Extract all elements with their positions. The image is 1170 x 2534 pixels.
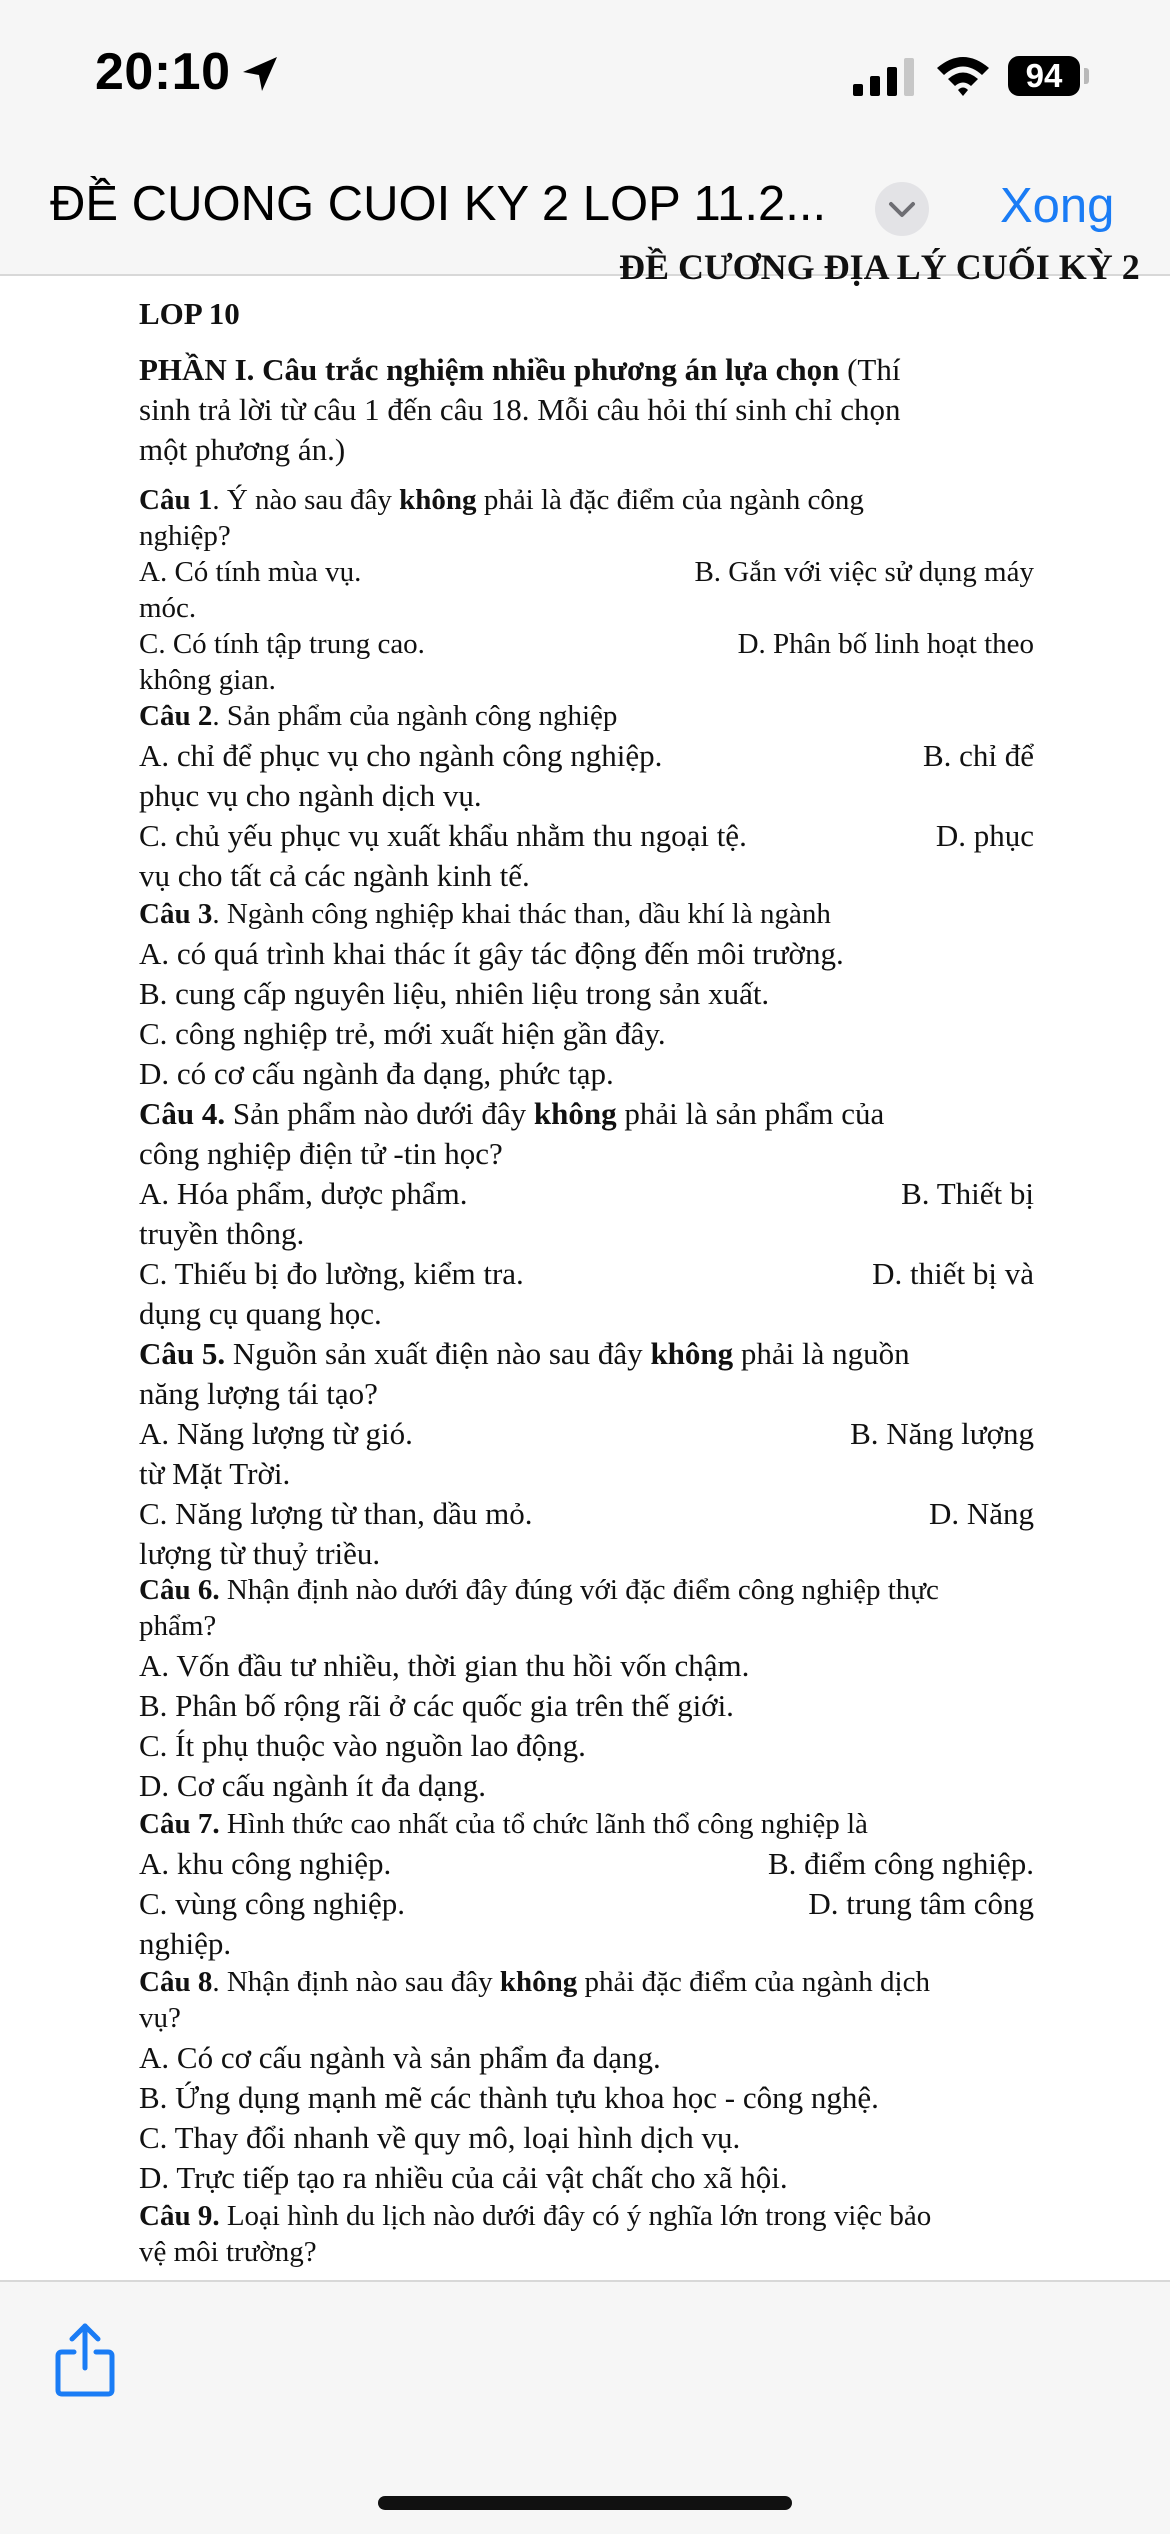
q1-option-a: A. Có tính mùa vụ. [139, 556, 362, 588]
q4-options-cd [139, 1256, 1034, 1292]
q1-stem-cont: nghiệp? [139, 520, 231, 552]
q8-stem: Câu 8. Nhận định nào sau đây không phải đặc điểm của ngành dịch [139, 1966, 930, 1998]
q6-option-a: A. Vốn đầu tư nhiều, thời gian thu hồi vốn chậm. [139, 1648, 750, 1683]
q7-options-ab [139, 1846, 1034, 1882]
q4-stem-cont: công nghiệp điện tử -tin học? [139, 1136, 503, 1171]
q2-option-b: B. chỉ để [922, 738, 1034, 773]
q7-option-b: B. điểm công nghiệp. [767, 1846, 1034, 1881]
q1-option-b-cont: móc. [139, 592, 197, 624]
q6-stem: Câu 6. Nhận định nào dưới đây đúng với đặc điểm công nghiệp thực [139, 1574, 939, 1606]
q4-option-d-cont: dụng cụ quang học. [139, 1296, 382, 1331]
part1-instruction-line-2: sinh trả lời từ câu 1 đến câu 18. Mỗi câu hỏi thí sinh chỉ chọn [139, 392, 901, 427]
battery-level: 94 [1025, 57, 1063, 94]
q5-stem-cont: năng lượng tái tạo? [139, 1376, 378, 1411]
class-label: LOP 10 [139, 296, 240, 331]
q8-option-d: D. Trực tiếp tạo ra nhiều của cải vật chất cho xã hội. [139, 2160, 788, 2195]
q8-option-c: C. Thay đổi nhanh về quy mô, loại hình dịch vụ. [139, 2120, 741, 2155]
q1-option-d: D. Phân bố linh hoạt theo [737, 628, 1034, 660]
q8-stem-cont: vụ? [139, 2002, 181, 2034]
q4-options-ab [139, 1176, 1034, 1212]
document-page[interactable] [0, 247, 1170, 1280]
battery-icon [1008, 56, 1080, 96]
q6-option-b: B. Phân bố rộng rãi ở các quốc gia trên thế giới. [139, 1688, 734, 1723]
q9-stem-cont: vệ môi trường? [139, 2236, 317, 2268]
q5-option-b-cont: từ Mặt Trời. [139, 1456, 291, 1491]
battery-tip [1084, 68, 1089, 84]
q8-option-b: B. Ứng dụng mạnh mẽ các thành tựu khoa học - công nghệ. [139, 2080, 879, 2115]
q5-option-b: B. Năng lượng [850, 1416, 1034, 1451]
wifi-icon [935, 54, 991, 96]
q3-option-c: C. công nghiệp trẻ, mới xuất hiện gần đây. [139, 1016, 666, 1051]
q5-option-c: C. Năng lượng từ than, dầu mỏ. [139, 1496, 533, 1531]
q7-option-a: A. khu công nghiệp. [139, 1846, 392, 1881]
q6-option-d: D. Cơ cấu ngành ít đa dạng. [139, 1768, 486, 1803]
q4-stem: Câu 4. Sản phẩm nào dưới đây không phải là sản phẩm của [139, 1096, 885, 1131]
q7-stem: Câu 7. Hình thức cao nhất của tổ chức lãnh thổ công nghiệp là [139, 1808, 868, 1840]
q3-option-a: A. có quá trình khai thác ít gây tác động đến môi trường. [139, 936, 844, 971]
q5-stem: Câu 5. Nguồn sản xuất điện nào sau đây không phải là nguồn [139, 1336, 910, 1371]
q2-option-a: A. chỉ để phục vụ cho ngành công nghiệp. [139, 738, 663, 773]
cellular-signal-icon [853, 58, 915, 96]
q7-option-d: D. trung tâm công [808, 1886, 1034, 1921]
q2-option-c: C. chủ yếu phục vụ xuất khẩu nhằm thu ngoại tệ. [139, 818, 747, 853]
q5-option-d: D. Năng [928, 1496, 1034, 1531]
location-arrow-icon [240, 54, 280, 94]
part1-heading: PHẦN I. Câu trắc nghiệm nhiều phương án lựa chọn (Thí [139, 352, 901, 387]
document-page-lower[interactable] [0, 1256, 1170, 2280]
q1-options-cd [139, 628, 1034, 661]
q1-option-d-cont: không gian. [139, 664, 276, 696]
q5-option-a: A. Năng lượng từ gió. [139, 1416, 413, 1451]
q3-option-d: D. có cơ cấu ngành đa dạng, phức tạp. [139, 1056, 614, 1091]
q6-stem-cont: phẩm? [139, 1610, 217, 1642]
q4-option-b: B. Thiết bị [901, 1176, 1034, 1211]
q7-options-cd [139, 1886, 1034, 1922]
q1-options-ab [139, 556, 1034, 589]
q2-options-ab [139, 738, 1034, 774]
q4-option-d: D. thiết bị và [872, 1256, 1034, 1291]
home-indicator[interactable] [378, 2496, 792, 2510]
title-menu-button[interactable] [875, 182, 929, 236]
q1-stem: Câu 1. Ý nào sau đây không phải là đặc điểm của ngành công [139, 484, 864, 516]
q2-option-d-cont: vụ cho tất cả các ngành kinh tế. [139, 858, 530, 893]
q2-stem: Câu 2. Sản phẩm của ngành công nghiệp [139, 700, 618, 732]
share-icon[interactable] [54, 2322, 116, 2398]
q5-options-cd [139, 1496, 1034, 1532]
q2-option-d: D. phục [935, 818, 1034, 853]
status-time: 20:10 [95, 43, 231, 101]
document-title[interactable]: ĐỀ CUONG CUOI KY 2 LOP 11.2... [50, 177, 827, 231]
clipped-page-heading: ĐỀ CƯƠNG ĐỊA LÝ CUỐI KỲ 2 [619, 247, 1140, 287]
bottom-toolbar [0, 2280, 1170, 2534]
q5-options-ab [139, 1416, 1034, 1452]
q4-option-c: C. Thiếu bị đo lường, kiểm tra. [139, 1256, 524, 1291]
part1-instruction-line-3: một phương án.) [139, 432, 346, 467]
q3-stem: Câu 3. Ngành công nghiệp khai thác than, dầu khí là ngành [139, 898, 831, 930]
q8-option-a: A. Có cơ cấu ngành và sản phẩm đa dạng. [139, 2040, 661, 2075]
q1-option-c: C. Có tính tập trung cao. [139, 628, 425, 660]
done-button[interactable]: Xong [1000, 179, 1115, 233]
q5-option-d-cont: lượng từ thuỷ triều. [139, 1536, 381, 1571]
q2-options-cd [139, 818, 1034, 854]
q7-option-d-cont: nghiệp. [139, 1926, 232, 1961]
q7-option-c: C. vùng công nghiệp. [139, 1886, 406, 1921]
q4-option-a: A. Hóa phẩm, dược phẩm. [139, 1176, 468, 1211]
chevron-down-icon [888, 197, 916, 221]
q3-option-b: B. cung cấp nguyên liệu, nhiên liệu trong sản xuất. [139, 976, 770, 1011]
q4-option-b-cont: truyền thông. [139, 1216, 305, 1251]
q6-option-c: C. Ít phụ thuộc vào nguồn lao động. [139, 1728, 586, 1763]
status-bar [0, 0, 1170, 150]
q9-stem: Câu 9. Loại hình du lịch nào dưới đây có ý nghĩa lớn trong việc bảo [139, 2200, 932, 2232]
q1-option-b: B. Gắn với việc sử dụng máy [694, 556, 1034, 588]
q2-option-b-cont: phục vụ cho ngành dịch vụ. [139, 778, 482, 813]
